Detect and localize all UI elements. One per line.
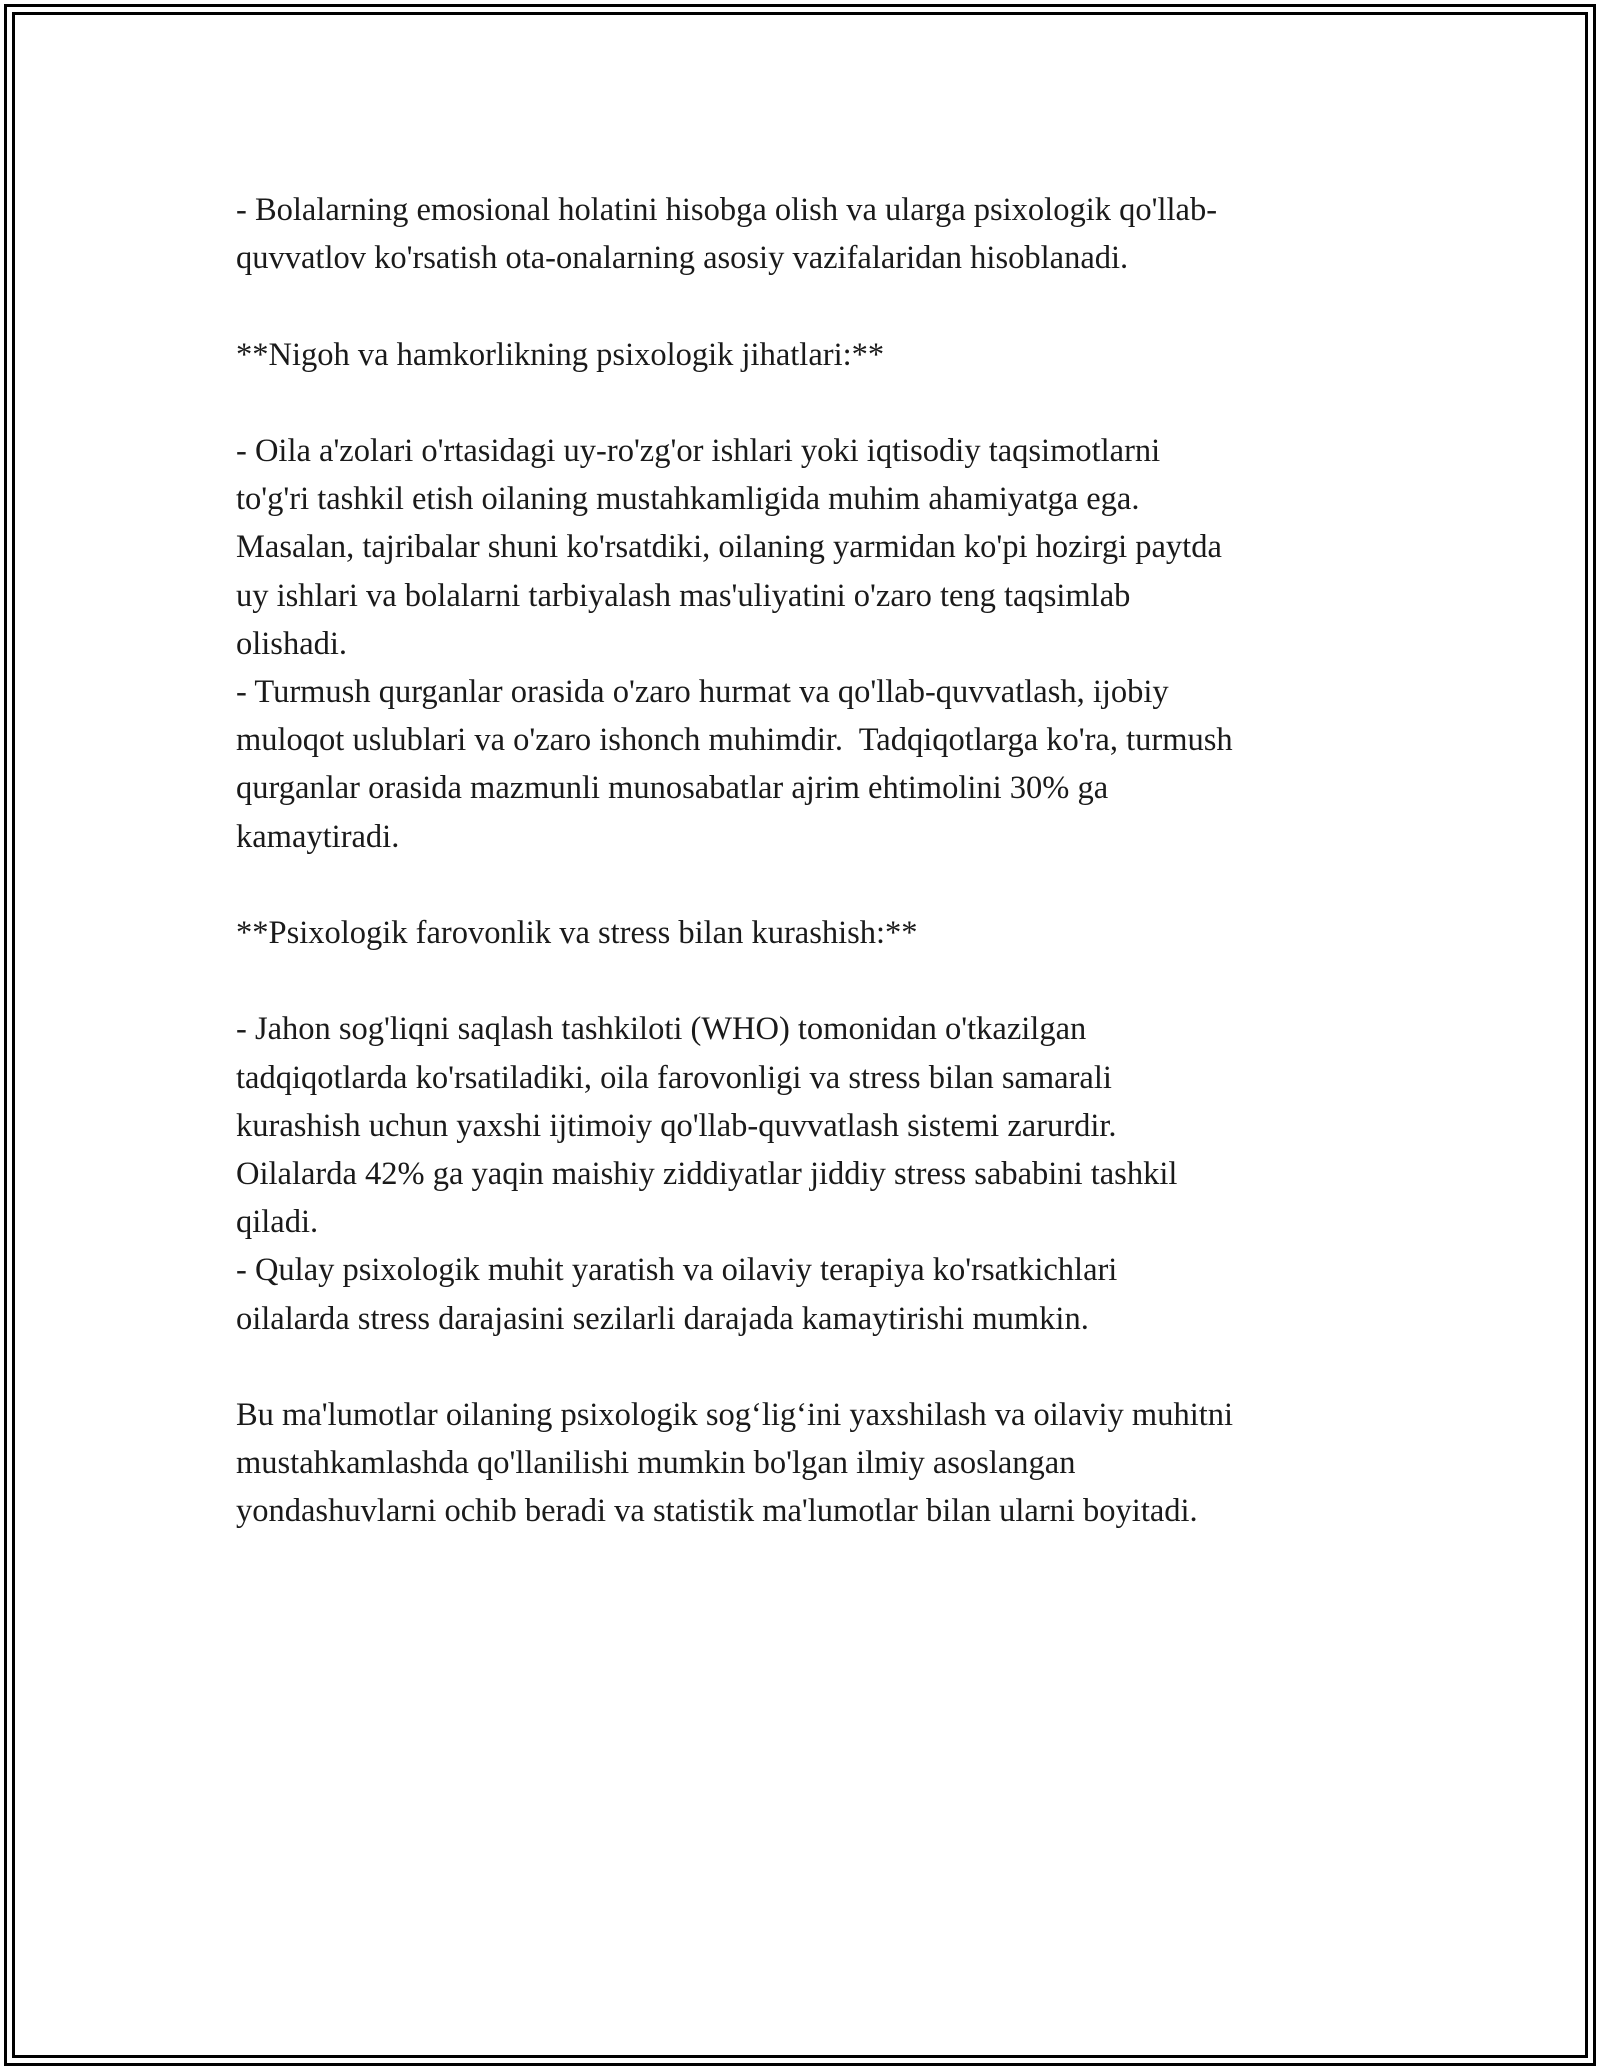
text-line: - Bolalarning emosional holatini hisobga olish va ularga psixologik qo'llab- xyxy=(236,192,1218,228)
text-line: yondashuvlarni ochib beradi va statistik ma'lumotlar bilan ularni boyitadi. xyxy=(236,1493,1198,1530)
text-line: qiladi. xyxy=(236,1204,319,1241)
paragraph-gap xyxy=(236,379,1386,427)
text-line: Oilalarda 42% ga yaqin maishiy ziddiyatlar jiddiy stress sababini tashkil xyxy=(236,1156,1178,1192)
text-line: tadqiqotlarda ko'rsatiladiki, oila farovonligi va stress bilan samarali xyxy=(236,1059,1112,1096)
paragraph-stress xyxy=(236,1005,1386,1342)
text-line: - Turmush qurganlar orasida o'zaro hurmat va qo'llab-quvvatlash, ijobiy xyxy=(236,674,1169,710)
text-line: muloqot uslublari va o'zaro ishonch muhimdir. Tadqiqotlarga ko'ra, turmush xyxy=(236,722,1233,759)
paragraph-conclusion xyxy=(236,1391,1386,1536)
text-line: Masalan, tajribalar shuni ko'rsatdiki, oilaning yarmidan ko'pi hozirgi paytda xyxy=(236,529,1222,566)
text-line: quvvatlov ko'rsatish ota-onalarning asosiy vazifalaridan hisoblanadi. xyxy=(236,240,1129,277)
paragraph-cooperation xyxy=(236,427,1386,861)
text-line: olishadi. xyxy=(236,625,348,662)
paragraph-gap xyxy=(236,1343,1386,1391)
text-line: Bu ma'lumotlar oilaning psixologik sog‘lig‘ini yaxshilash va oilaviy muhitni xyxy=(236,1397,1234,1433)
text-line: - Jahon sog'liqni saqlash tashkiloti (WHO) tomonidan o'tkazilgan xyxy=(236,1011,1087,1048)
paragraph-gap xyxy=(236,282,1386,330)
paragraph-gap xyxy=(236,861,1386,909)
text-line: kamaytiradi. xyxy=(236,818,400,855)
text-line: - Qulay psixologik muhit yaratish va oilaviy terapiya ko'rsatkichlari xyxy=(236,1252,1118,1289)
text-line: - Oila a'zolari o'rtasidagi uy-ro'zg'or ishlari yoki iqtisodiy taqsimotlarni xyxy=(236,432,1161,469)
text-line: kurashish uchun yaxshi ijtimoiy qo'llab-quvvatlash sistemi zarurdir. xyxy=(236,1107,1117,1144)
text-line: qurganlar orasida mazmunli munosabatlar ajrim ehtimolini 30% ga xyxy=(236,770,1109,807)
paragraph-gap xyxy=(236,957,1386,1005)
section-heading: **Nigoh va hamkorlikning psixologik jihatlari:** xyxy=(236,336,885,373)
document-body xyxy=(236,186,1386,1536)
paragraph-child-support xyxy=(236,186,1386,282)
text-line: uy ishlari va bolalarni tarbiyalash mas'uliyatini o'zaro teng taqsimlab xyxy=(236,577,1131,614)
section-heading: **Psixologik farovonlik va stress bilan kurashish:** xyxy=(236,915,918,951)
text-line: mustahkamlashda qo'llanilishi mumkin bo'lgan ilmiy asoslangan xyxy=(236,1445,1076,1482)
heading-wellbeing xyxy=(236,909,1386,957)
heading-cooperation xyxy=(236,331,1386,379)
text-line: to'g'ri tashkil etish oilaning mustahkamligida muhim ahamiyatga ega. xyxy=(236,481,1140,518)
text-line: oilalarda stress darajasini sezilarli darajada kamaytirishi mumkin. xyxy=(236,1300,1089,1337)
